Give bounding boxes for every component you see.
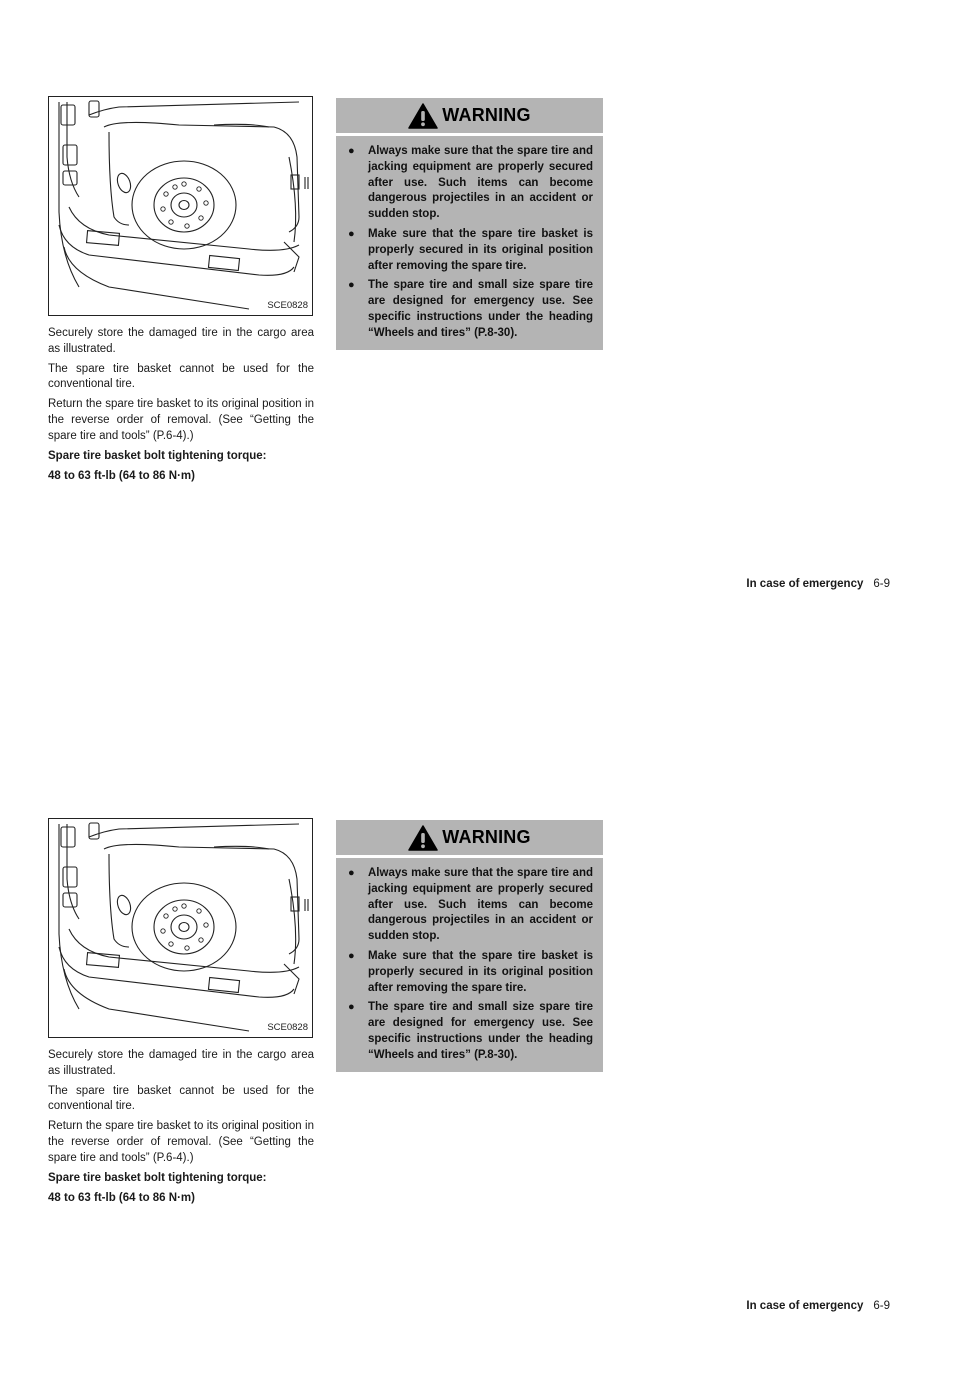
warning-item [344, 949, 593, 996]
warning-item [344, 1000, 593, 1063]
torque-label: Spare tire basket bolt tightening torque: [48, 1171, 267, 1184]
paragraph-store-tire: Securely store the damaged tire in the cargo area as illustrated. [48, 327, 314, 355]
footer-page-number: 6-9 [873, 578, 890, 590]
warning-item [344, 278, 593, 341]
page-copy-top [0, 0, 954, 675]
spare-tire-in-cargo-area-illustration [49, 97, 313, 316]
page-footer [640, 578, 890, 590]
figure-code: SCE0828 [267, 1022, 308, 1033]
figure-code: SCE0828 [267, 300, 308, 311]
bullet-icon: ● [348, 1001, 355, 1014]
bullet-icon: ● [348, 867, 355, 879]
warning-item-text: Always make sure that the spare tire and jacking equipment are properly secured after use. Such items can become dangerous projectiles in an accident or sudden stop. [368, 867, 593, 943]
bullet-icon: ● [348, 949, 355, 962]
warning-item-text: The spare tire and small size spare tire are designed for emergency use. See specific instructions under the heading “Wheels and tires” (P.8-30). [368, 279, 593, 339]
warning-box [336, 820, 603, 1072]
warning-item [344, 866, 593, 945]
spare-tire-figure [48, 818, 313, 1038]
warning-list [336, 858, 603, 1072]
warning-item [344, 144, 593, 223]
torque-value: 48 to 63 ft-lb (64 to 86 N·m) [48, 1192, 195, 1205]
spare-tire-in-cargo-area-illustration [49, 819, 313, 1038]
warning-item-text: Make sure that the spare tire basket is properly secured in its original position after removing the spare tire. [368, 227, 593, 272]
body-text [48, 1048, 314, 1212]
warning-list [336, 136, 603, 350]
page-footer [640, 1300, 890, 1312]
paragraph-basket-conventional: The spare tire basket cannot be used for the conventional tire. [48, 362, 314, 391]
warning-triangle-icon [408, 103, 438, 129]
warning-title: WARNING [442, 827, 531, 847]
spare-tire-figure [48, 96, 313, 316]
warning-item [344, 227, 593, 274]
paragraph-store-tire: Securely store the damaged tire in the cargo area as illustrated. [48, 1049, 314, 1077]
warning-item-text: The spare tire and small size spare tire are designed for emergency use. See specific instructions under the heading “Wheels and tires” (P.8-30). [368, 1001, 593, 1061]
footer-section: In case of emergency [746, 1300, 864, 1312]
page-copy-bottom [0, 722, 954, 1397]
torque-label: Spare tire basket bolt tightening torque: [48, 449, 267, 462]
paragraph-basket-conventional: The spare tire basket cannot be used for the conventional tire. [48, 1084, 314, 1113]
footer-page-number: 6-9 [873, 1300, 890, 1312]
torque-value: 48 to 63 ft-lb (64 to 86 N·m) [48, 470, 195, 483]
paragraph-return-basket: Return the spare tire basket to its original position in the reverse order of removal. (See “Getting the spare tire and tools” (P.6-4).) [48, 1120, 314, 1164]
bullet-icon: ● [348, 145, 355, 157]
warning-title: WARNING [442, 105, 531, 125]
bullet-icon: ● [348, 279, 355, 292]
warning-item-text: Make sure that the spare tire basket is properly secured in its original position after removing the spare tire. [368, 949, 593, 994]
paragraph-return-basket: Return the spare tire basket to its original position in the reverse order of removal. (See “Getting the spare tire and tools” (P.6-4).) [48, 398, 314, 442]
warning-box [336, 98, 603, 350]
warning-item-text: Always make sure that the spare tire and jacking equipment are properly secured after use. Such items can become dangerous projectiles in an accident or sudden stop. [368, 145, 593, 221]
footer-section: In case of emergency [746, 578, 864, 590]
warning-triangle-icon [408, 825, 438, 851]
bullet-icon: ● [348, 227, 355, 240]
body-text [48, 326, 314, 490]
warning-header [336, 820, 603, 858]
warning-header [336, 98, 603, 136]
